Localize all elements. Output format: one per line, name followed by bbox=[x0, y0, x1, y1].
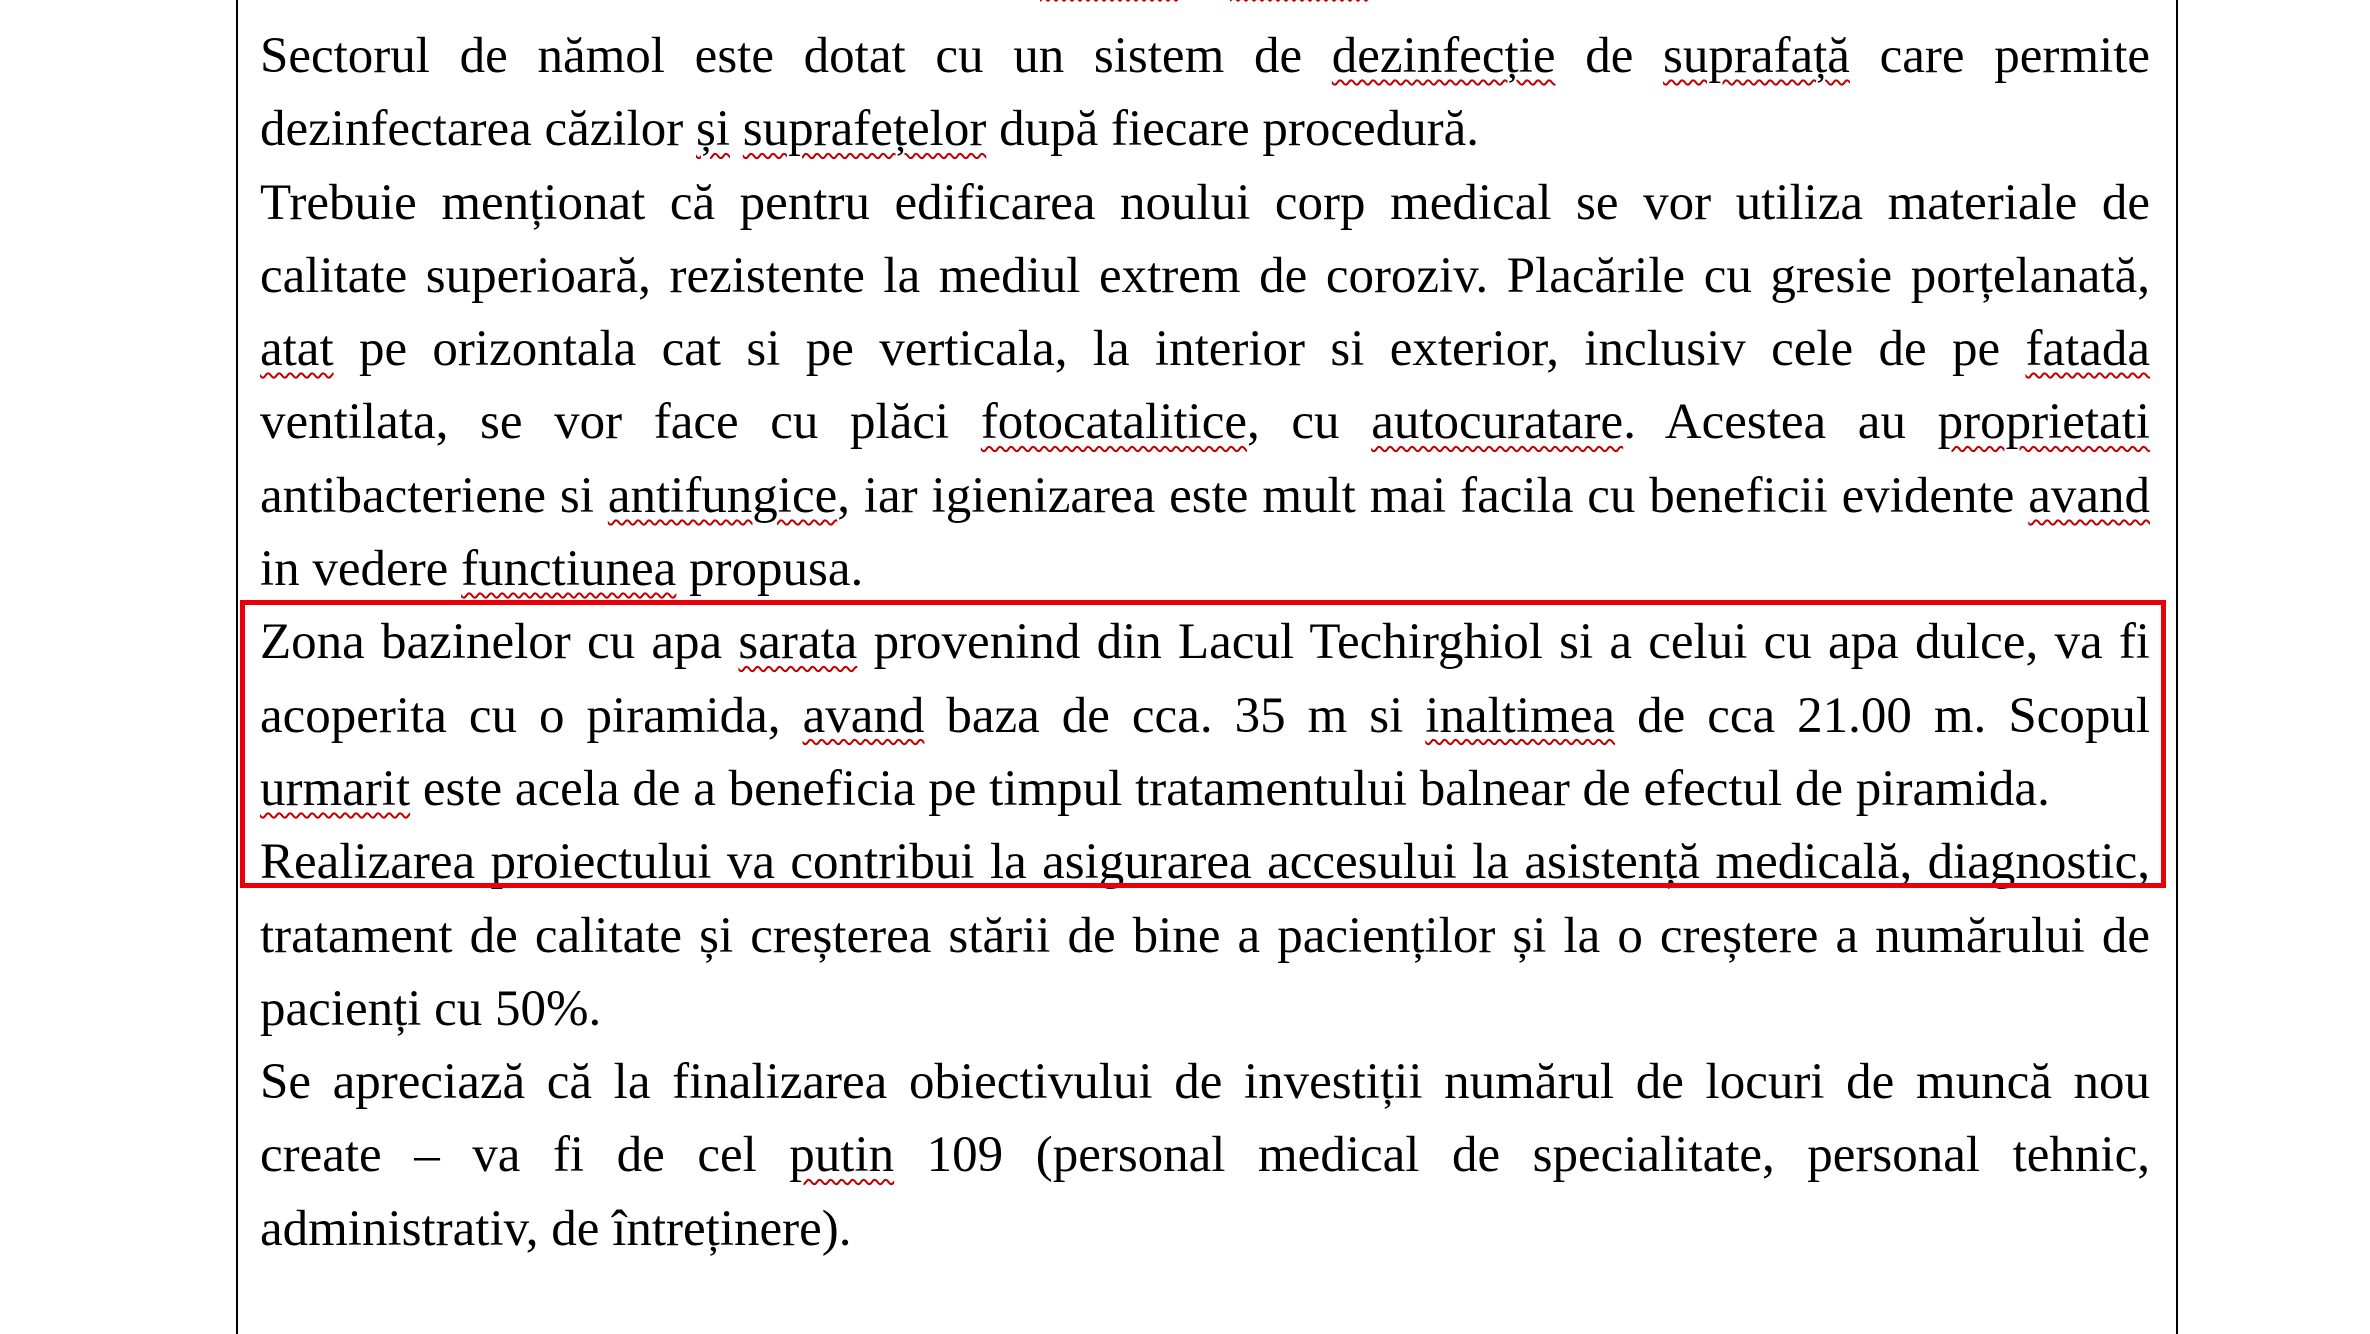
spellcheck-remnant-icon bbox=[1230, 0, 1370, 3]
spellcheck-flagged-word: dezinfecție bbox=[1331, 28, 1556, 84]
document-body bbox=[260, 20, 2150, 1266]
spellcheck-flagged-word: sarata bbox=[738, 614, 858, 671]
spellcheck-flagged-word: putin bbox=[789, 1127, 895, 1184]
text-run: Se apreciază că la finalizarea obiectivului de investiții numărul de locuri de muncă nou create – va fi de cel bbox=[260, 1054, 2150, 1184]
spellcheck-flagged-word: fatada bbox=[2025, 321, 2150, 378]
text-run: Trebuie menționat că pentru edificarea noului corp medical se vor utiliza materiale de calitate superioară, rezistente la mediul extrem de coroziv. Placările cu gresie porțelanată, bbox=[260, 174, 2150, 304]
text-run: 109 (personal medical de specialitate, personal tehnic, administrativ, de întreținere). bbox=[260, 1127, 2150, 1257]
text-run: provenind din Lacul Techirghiol si a celui cu apa dulce, va fi acoperita cu o piramida, bbox=[260, 614, 2150, 744]
text-run: . Acestea au bbox=[1623, 394, 1938, 451]
spellcheck-flagged-word: avand bbox=[802, 687, 925, 744]
text-run: in vedere bbox=[260, 541, 462, 598]
text-run: Zona bazinelor cu apa bbox=[260, 614, 739, 671]
spellcheck-flagged-word: antifungice bbox=[607, 467, 838, 524]
text-run: antibacteriene si bbox=[260, 467, 608, 524]
spellcheck-flagged-word: proprietati bbox=[1937, 394, 2151, 451]
spellcheck-flagged-word: atat bbox=[260, 321, 334, 378]
text-run: este acela de a beneficia pe timpul tratamentului balnear de efectul de piramida. bbox=[410, 760, 2050, 817]
text-run: , iar igienizarea este mult mai facila cu beneficii evidente bbox=[837, 467, 2029, 524]
spellcheck-flagged-word: și bbox=[696, 101, 731, 158]
previous-line-remnant bbox=[260, 0, 2160, 6]
spellcheck-flagged-word: urmarit bbox=[260, 760, 411, 817]
text-run: pe orizontala cat si pe verticala, la interior si exterior, inclusiv cele de pe bbox=[333, 321, 2026, 378]
spellcheck-flagged-word: suprafață bbox=[1663, 28, 1850, 84]
spellcheck-flagged-word: functiunea bbox=[461, 541, 677, 598]
page-right-border bbox=[2176, 0, 2178, 1334]
text-run: propusa. bbox=[676, 541, 864, 598]
text-run: care permite dezinfectarea căzilor bbox=[260, 28, 2151, 158]
text-run: de cca 21.00 m. Scopul bbox=[1615, 687, 2150, 744]
spellcheck-remnant-icon bbox=[1040, 0, 1180, 3]
text-run: Realizarea proiectului va contribui la asigurarea accesului la asistență medicală, diagnostic, tratament de calitate și creșterea stării de bine a pacienților și la o creștere a numărului de pacienți cu 50%. bbox=[260, 834, 2150, 1037]
paragraph bbox=[260, 1046, 2150, 1266]
spellcheck-flagged-word: inaltimea bbox=[1425, 687, 1616, 744]
paragraph bbox=[260, 167, 2150, 607]
spellcheck-flagged-word: autocuratare bbox=[1371, 394, 1624, 451]
text-run: baza de cca. 35 m si bbox=[924, 687, 1426, 744]
paragraph bbox=[260, 826, 2150, 1046]
spellcheck-flagged-word: suprafețelor bbox=[742, 101, 987, 158]
text-run bbox=[730, 101, 743, 157]
spellcheck-flagged-word: avand bbox=[2028, 467, 2151, 524]
text-run: de bbox=[1555, 28, 1664, 84]
paragraph bbox=[260, 20, 2150, 167]
text-run: ventilata, se vor face cu plăci bbox=[260, 394, 981, 451]
text-run: , cu bbox=[1247, 394, 1372, 451]
highlighted-paragraph bbox=[260, 606, 2150, 826]
text-run: Sectorul de nămol este dotat cu un sistem de bbox=[260, 28, 1332, 84]
page-left-border bbox=[236, 0, 238, 1334]
text-run: după fiecare procedură. bbox=[986, 101, 1480, 158]
spellcheck-flagged-word: fotocatalitice bbox=[980, 394, 1247, 451]
